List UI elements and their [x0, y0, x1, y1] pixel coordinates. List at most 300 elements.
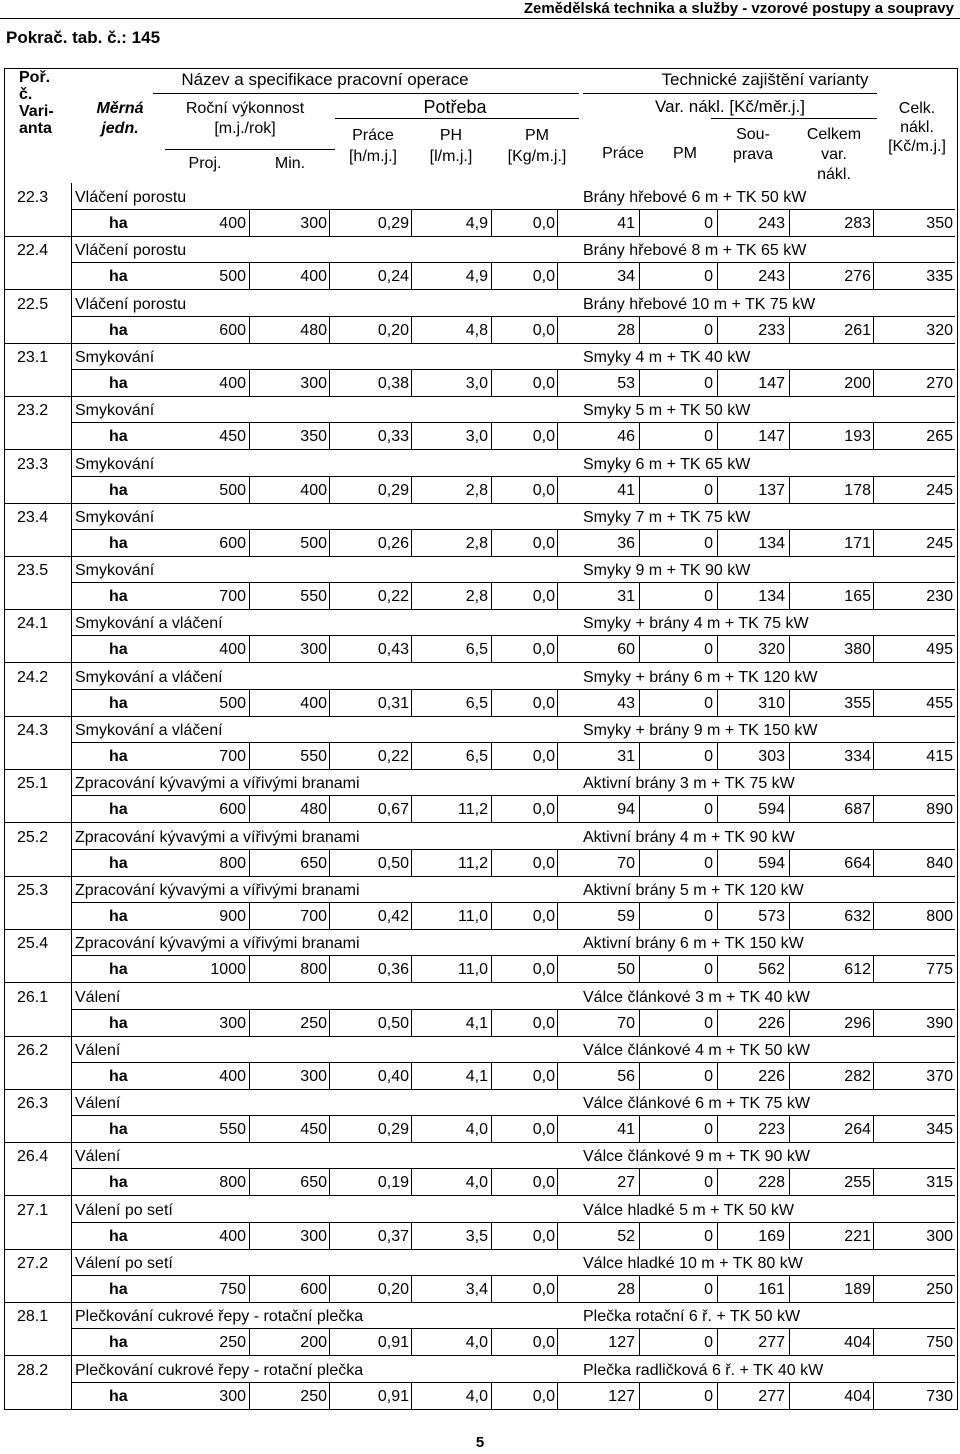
row-unit: ha — [109, 1388, 128, 1405]
row-value: 0,29 — [377, 1121, 409, 1138]
grid-line — [249, 476, 250, 503]
row-machine-set: Válce článkové 6 m + TK 75 kW — [583, 1095, 810, 1112]
row-value: 0,91 — [377, 1334, 409, 1351]
row-value: 0,29 — [377, 482, 409, 499]
row-value: 355 — [844, 695, 871, 712]
grid-line — [5, 1302, 955, 1303]
row-value: 0,20 — [377, 1281, 409, 1298]
row-value: 600 — [219, 801, 246, 818]
row-value: 0 — [704, 801, 713, 818]
row-value: 315 — [926, 1174, 953, 1191]
row-value: 450 — [219, 428, 246, 445]
row-value: 161 — [758, 1281, 785, 1298]
grid-line — [491, 955, 492, 982]
grid-line — [71, 1382, 955, 1383]
grid-line — [249, 849, 250, 876]
row-unit: ha — [109, 428, 128, 445]
grid-line — [71, 1275, 955, 1276]
grid-line — [717, 476, 718, 503]
row-value: 189 — [844, 1281, 871, 1298]
row-value: 0,0 — [532, 215, 555, 232]
row-value: 169 — [758, 1228, 785, 1245]
grid-line — [249, 1382, 250, 1409]
grid-line — [873, 689, 874, 716]
row-value: 0,0 — [532, 1121, 555, 1138]
grid-line — [5, 1355, 955, 1356]
grid-line — [557, 369, 558, 396]
row-machine-set: Smyky 5 m + TK 50 kW — [583, 402, 751, 419]
row-value: 0,50 — [377, 1015, 409, 1032]
row-machine-set: Smyky + brány 6 m + TK 120 kW — [583, 669, 818, 686]
row-value: 0 — [704, 908, 713, 925]
row-id: 26.4 — [17, 1148, 49, 1165]
row-value: 0,37 — [377, 1228, 409, 1245]
grid-line — [557, 955, 558, 982]
row-value: 4,1 — [465, 1015, 488, 1032]
grid-line — [329, 635, 330, 662]
grid-line — [249, 316, 250, 343]
row-value: 53 — [617, 375, 635, 392]
grid-line — [71, 795, 955, 796]
row-value: 255 — [844, 1174, 871, 1191]
grid-line — [873, 955, 874, 982]
row-value: 550 — [300, 588, 327, 605]
grid-line — [789, 209, 790, 236]
grid-line — [491, 369, 492, 396]
grid-line — [717, 955, 718, 982]
row-value: 0 — [704, 588, 713, 605]
row-value: 300 — [300, 641, 327, 658]
row-value: 594 — [758, 801, 785, 818]
grid-line — [329, 1275, 330, 1302]
row-value: 11,2 — [458, 855, 488, 872]
grid-line — [717, 902, 718, 929]
row-value: 300 — [219, 1388, 246, 1405]
row-value: 41 — [617, 1121, 635, 1138]
grid-line — [789, 795, 790, 822]
grid-line — [71, 1009, 955, 1010]
row-machine-set: Smyky 9 m + TK 90 kW — [583, 562, 751, 579]
row-value: 228 — [758, 1174, 785, 1191]
row-unit: ha — [109, 268, 128, 285]
row-value: 0,0 — [532, 1388, 555, 1405]
hdr-prace: Práce [h/m.j.] — [348, 127, 397, 165]
grid-line — [249, 1168, 250, 1195]
grid-line — [491, 902, 492, 929]
grid-line — [329, 795, 330, 822]
grid-line — [329, 582, 330, 609]
grid-line — [789, 1275, 790, 1302]
row-value: 900 — [219, 908, 246, 925]
row-unit: ha — [109, 961, 128, 978]
grid-line — [789, 1328, 790, 1355]
row-value: 0 — [704, 535, 713, 552]
row-id: 22.5 — [17, 296, 49, 313]
row-value: 27 — [617, 1174, 635, 1191]
row-id: 22.3 — [17, 189, 49, 206]
grid-line — [557, 742, 558, 769]
grid-line — [329, 1222, 330, 1249]
grid-line — [5, 449, 955, 450]
row-operation-name: Smykování a vláčení — [75, 722, 223, 739]
grid-line — [717, 689, 718, 716]
row-value: 0 — [704, 1121, 713, 1138]
grid-line — [329, 1115, 330, 1142]
grid-line — [639, 1328, 640, 1355]
row-operation-name: Válení po setí — [75, 1202, 173, 1219]
row-value: 600 — [300, 1281, 327, 1298]
grid-line — [491, 1009, 492, 1036]
grid-line — [639, 1382, 640, 1409]
grid-line — [411, 582, 412, 609]
grid-line — [873, 422, 874, 449]
row-value: 335 — [926, 268, 953, 285]
row-value: 0 — [704, 641, 713, 658]
grid-line — [491, 1382, 492, 1409]
row-id: 25.1 — [17, 775, 49, 792]
grid-line — [491, 1062, 492, 1089]
row-value: 56 — [617, 1068, 635, 1085]
row-value: 277 — [758, 1334, 785, 1351]
row-value: 0 — [704, 428, 713, 445]
grid-line — [717, 316, 718, 343]
row-id: 23.3 — [17, 456, 49, 473]
row-value: 450 — [300, 1121, 327, 1138]
row-operation-name: Vláčení porostu — [75, 189, 187, 206]
grid-line — [557, 635, 558, 662]
grid-line — [491, 422, 492, 449]
grid-line — [491, 689, 492, 716]
row-value: 320 — [926, 322, 953, 339]
grid-line — [873, 529, 874, 556]
grid-line — [639, 422, 640, 449]
row-machine-set: Smyky 4 m + TK 40 kW — [583, 349, 751, 366]
row-unit: ha — [109, 1015, 128, 1032]
grid-line — [873, 262, 874, 289]
row-value: 300 — [300, 375, 327, 392]
grid-line — [411, 849, 412, 876]
row-value: 480 — [300, 801, 327, 818]
grid-line — [329, 849, 330, 876]
row-operation-name: Vláčení porostu — [75, 242, 187, 259]
grid-line — [789, 689, 790, 716]
row-value: 94 — [617, 801, 635, 818]
row-value: 52 — [617, 1228, 635, 1245]
grid-line — [71, 1222, 955, 1223]
grid-line — [71, 476, 955, 477]
row-value: 4,0 — [465, 1121, 488, 1138]
row-value: 0,26 — [377, 535, 409, 552]
row-value: 226 — [758, 1068, 785, 1085]
row-operation-name: Zpracování kývavými a vířivými branami — [75, 882, 360, 899]
grid-line — [249, 1222, 250, 1249]
grid-line — [491, 742, 492, 769]
row-value: 400 — [300, 482, 327, 499]
grid-line — [717, 849, 718, 876]
row-unit: ha — [109, 748, 128, 765]
grid-line — [491, 1168, 492, 1195]
grid-line — [789, 1168, 790, 1195]
grid-line — [71, 742, 955, 743]
row-value: 400 — [300, 695, 327, 712]
grid-line — [411, 902, 412, 929]
row-unit: ha — [109, 1174, 128, 1191]
row-value: 277 — [758, 1388, 785, 1405]
hdr-var-nakl: Var. nákl. [Kč/měr.j.] — [655, 97, 805, 116]
grid-line — [411, 1168, 412, 1195]
header-left: Pokrač. tab. č.: 145 — [6, 28, 161, 47]
hdr-celk: Celk. nákl. [Kč/m.j.] — [888, 100, 946, 155]
grid-line — [873, 635, 874, 662]
grid-line — [789, 582, 790, 609]
grid-line — [639, 1168, 640, 1195]
row-value: 4,8 — [465, 322, 488, 339]
grid-line — [873, 582, 874, 609]
grid-line — [873, 1275, 874, 1302]
row-value: 0,0 — [532, 748, 555, 765]
grid-line — [789, 849, 790, 876]
row-value: 31 — [617, 588, 635, 605]
row-value: 550 — [219, 1121, 246, 1138]
row-value: 0,0 — [532, 1068, 555, 1085]
grid-line — [873, 1115, 874, 1142]
hdr-merna: Měrná jedn. — [96, 100, 144, 137]
row-value: 840 — [926, 855, 953, 872]
grid-line — [411, 369, 412, 396]
row-value: 276 — [844, 268, 871, 285]
grid-line — [411, 1328, 412, 1355]
row-operation-name: Válení — [75, 1042, 121, 1059]
row-value: 594 — [758, 855, 785, 872]
row-value: 0 — [704, 1388, 713, 1405]
row-machine-set: Aktivní brány 3 m + TK 75 kW — [583, 775, 795, 792]
grid-line — [557, 902, 558, 929]
row-value: 0 — [704, 215, 713, 232]
grid-line — [411, 262, 412, 289]
row-unit: ha — [109, 375, 128, 392]
grid-line — [329, 529, 330, 556]
grid-line — [639, 955, 640, 982]
row-operation-name: Smykování a vláčení — [75, 669, 223, 686]
row-value: 0,0 — [532, 375, 555, 392]
grid-line — [639, 1062, 640, 1089]
grid-line — [639, 849, 640, 876]
row-unit: ha — [109, 908, 128, 925]
grid-line — [717, 1009, 718, 1036]
row-value: 0 — [704, 1281, 713, 1298]
row-machine-set: Brány hřebové 8 m + TK 65 kW — [583, 242, 807, 259]
grid-line — [873, 209, 874, 236]
row-value: 0 — [704, 375, 713, 392]
grid-line — [411, 316, 412, 343]
row-value: 3,5 — [465, 1228, 488, 1245]
grid-line — [411, 1275, 412, 1302]
row-value: 2,8 — [465, 535, 488, 552]
row-unit: ha — [109, 588, 128, 605]
row-machine-set: Válce hladké 5 m + TK 50 kW — [583, 1202, 794, 1219]
row-value: 4,9 — [465, 268, 488, 285]
row-id: 28.1 — [17, 1308, 49, 1325]
grid-line — [491, 316, 492, 343]
grid-line — [557, 795, 558, 822]
grid-line — [249, 902, 250, 929]
row-value: 270 — [926, 375, 953, 392]
grid-line — [557, 529, 558, 556]
row-operation-name: Plečkování cukrové řepy - rotační plečka — [75, 1362, 364, 1379]
row-machine-set: Aktivní brány 6 m + TK 150 kW — [583, 935, 804, 952]
grid-line — [639, 476, 640, 503]
row-value: 500 — [219, 268, 246, 285]
grid-line — [789, 316, 790, 343]
grid-line — [5, 662, 955, 663]
row-value: 6,5 — [465, 748, 488, 765]
grid-line — [557, 316, 558, 343]
page-number: 5 — [475, 1434, 485, 1451]
row-value: 687 — [844, 801, 871, 818]
grid-line — [5, 1089, 955, 1090]
grid-line — [5, 1409, 955, 1410]
row-value: 500 — [300, 535, 327, 552]
row-value: 250 — [219, 1334, 246, 1351]
row-value: 2,8 — [465, 482, 488, 499]
grid-line — [789, 635, 790, 662]
grid-line — [639, 742, 640, 769]
row-machine-set: Smyky + brány 4 m + TK 75 kW — [583, 615, 809, 632]
grid-line — [873, 1168, 874, 1195]
hdr-ph: PH [l/m.j.] — [429, 127, 473, 165]
grid-line — [557, 1275, 558, 1302]
row-value: 0 — [704, 482, 713, 499]
row-value: 562 — [758, 961, 785, 978]
hdr-proj: Proj. — [188, 155, 222, 172]
grid-line — [491, 476, 492, 503]
grid-line — [717, 422, 718, 449]
row-value: 404 — [844, 1334, 871, 1351]
row-value: 265 — [926, 428, 953, 445]
row-value: 0,0 — [532, 482, 555, 499]
grid-line — [491, 1328, 492, 1355]
row-value: 11,2 — [458, 801, 488, 818]
row-value: 43 — [617, 695, 635, 712]
row-value: 0,29 — [377, 215, 409, 232]
row-value: 400 — [300, 268, 327, 285]
row-value: 283 — [844, 215, 871, 232]
grid-line — [329, 209, 330, 236]
grid-line — [5, 822, 955, 823]
row-value: 226 — [758, 1015, 785, 1032]
row-value: 0,31 — [377, 695, 409, 712]
row-value: 350 — [300, 428, 327, 445]
row-unit: ha — [109, 1334, 128, 1351]
row-id: 24.3 — [17, 722, 49, 739]
row-operation-name: Smykování a vláčení — [75, 615, 223, 632]
row-value: 0,42 — [377, 908, 409, 925]
grid-line — [717, 582, 718, 609]
grid-line — [329, 1009, 330, 1036]
row-value: 50 — [617, 961, 635, 978]
row-unit: ha — [109, 1068, 128, 1085]
grid-line — [557, 422, 558, 449]
row-operation-name: Smykování — [75, 456, 155, 473]
hdr-v-souprava: Sou- prava — [732, 126, 774, 163]
grid-line — [411, 1062, 412, 1089]
grid-line — [789, 476, 790, 503]
row-id: 24.1 — [17, 615, 49, 632]
row-value: 334 — [844, 748, 871, 765]
row-value: 400 — [219, 375, 246, 392]
grid-line — [71, 1168, 955, 1169]
row-value: 296 — [844, 1015, 871, 1032]
grid-line — [249, 209, 250, 236]
grid-line — [249, 635, 250, 662]
row-value: 400 — [219, 641, 246, 658]
row-value: 245 — [926, 482, 953, 499]
row-value: 500 — [219, 482, 246, 499]
grid-line — [71, 1115, 955, 1116]
row-value: 0,50 — [377, 855, 409, 872]
row-value: 243 — [758, 268, 785, 285]
grid-line — [249, 1009, 250, 1036]
row-operation-name: Zpracování kývavými a vířivými branami — [75, 829, 360, 846]
grid-line — [717, 262, 718, 289]
row-value: 0,0 — [532, 535, 555, 552]
grid-line — [717, 742, 718, 769]
row-value: 0,33 — [377, 428, 409, 445]
row-value: 0,0 — [532, 961, 555, 978]
row-machine-set: Plečka radličková 6 ř. + TK 40 kW — [583, 1362, 824, 1379]
grid-line — [71, 422, 955, 423]
grid-line — [557, 1382, 558, 1409]
row-value: 730 — [926, 1388, 953, 1405]
row-unit: ha — [109, 482, 128, 499]
row-value: 4,0 — [465, 1174, 488, 1191]
row-value: 650 — [300, 855, 327, 872]
row-unit: ha — [109, 322, 128, 339]
row-unit: ha — [109, 641, 128, 658]
row-value: 800 — [300, 961, 327, 978]
row-value: 600 — [219, 322, 246, 339]
row-id: 26.3 — [17, 1095, 49, 1112]
row-value: 6,5 — [465, 695, 488, 712]
row-value: 0,0 — [532, 428, 555, 445]
row-value: 300 — [300, 215, 327, 232]
grid-line — [5, 876, 955, 877]
row-value: 3,4 — [465, 1281, 488, 1298]
row-operation-name: Plečkování cukrové řepy - rotační plečka — [75, 1308, 364, 1325]
grid-line — [71, 529, 955, 530]
grid-line — [557, 209, 558, 236]
grid-line — [329, 1382, 330, 1409]
row-value: 800 — [219, 1174, 246, 1191]
grid-line — [873, 1009, 874, 1036]
grid-line — [789, 1062, 790, 1089]
grid-line — [71, 635, 955, 636]
row-value: 4,9 — [465, 215, 488, 232]
row-value: 310 — [758, 695, 785, 712]
row-machine-set: Aktivní brány 5 m + TK 120 kW — [583, 882, 804, 899]
row-value: 600 — [219, 535, 246, 552]
row-value: 28 — [617, 1281, 635, 1298]
row-value: 800 — [926, 908, 953, 925]
row-value: 300 — [300, 1068, 327, 1085]
row-id: 26.1 — [17, 989, 49, 1006]
row-value: 0,0 — [532, 695, 555, 712]
grid-line — [557, 1115, 558, 1142]
grid-line — [717, 1062, 718, 1089]
row-value: 750 — [926, 1334, 953, 1351]
grid-line — [5, 1195, 955, 1196]
row-id: 27.2 — [17, 1255, 49, 1272]
